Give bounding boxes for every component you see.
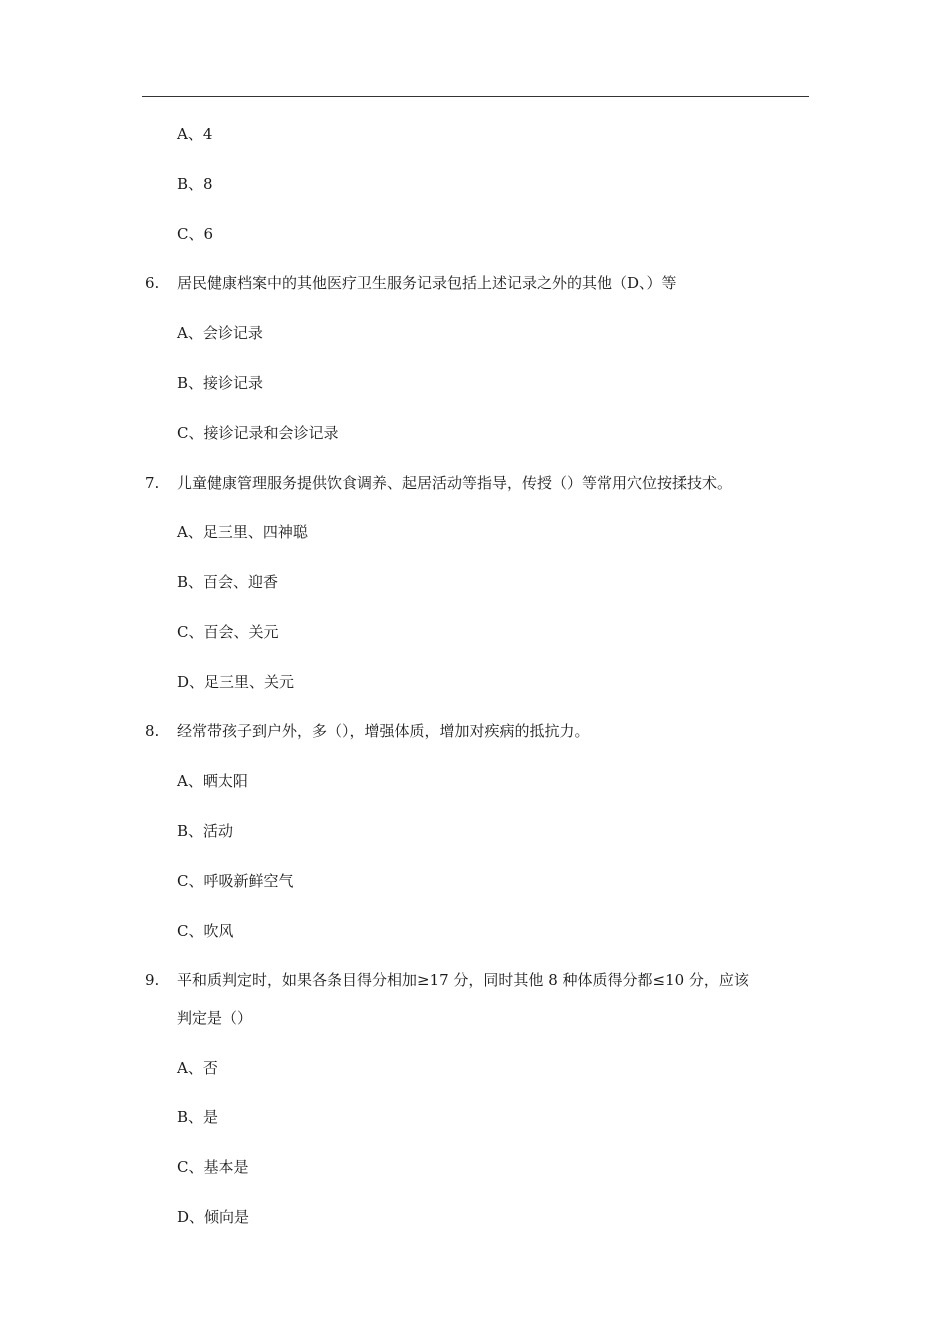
option-a: A、足三里、四神聪 — [177, 523, 308, 541]
header-rule — [142, 96, 809, 97]
option-a: A、否 — [177, 1059, 218, 1077]
option-a: A、晒太阳 — [177, 772, 248, 790]
question-number: 9. — [145, 971, 160, 989]
option-c-2: C、吹风 — [177, 922, 234, 940]
option-d: D、足三里、关元 — [177, 673, 295, 691]
question-text: 平和质判定时，如果各条目得分相加≥17 分，同时其他 8 种体质得分都≤10 分，应该 — [177, 971, 749, 989]
question-text: 居民健康档案中的其他医疗卫生服务记录包括上述记录之外的其他（D、）等 — [177, 274, 677, 292]
option-d: D、倾向是 — [177, 1208, 250, 1226]
option-c: C、6 — [177, 225, 214, 243]
option-b: B、是 — [177, 1108, 219, 1126]
option-b: B、百会、迎香 — [177, 573, 279, 591]
option-a: A、会诊记录 — [177, 324, 263, 342]
option-c: C、接诊记录和会诊记录 — [177, 424, 339, 442]
option-b: B、8 — [177, 175, 213, 193]
question-number: 7. — [145, 474, 160, 492]
option-b: B、活动 — [177, 822, 234, 840]
option-c: C、基本是 — [177, 1158, 249, 1176]
question-number: 8. — [145, 722, 160, 740]
option-c: C、呼吸新鲜空气 — [177, 872, 294, 890]
option-b: B、接诊记录 — [177, 374, 264, 392]
question-text-continued: 判定是（） — [177, 1009, 253, 1027]
option-a: A、4 — [177, 125, 213, 143]
question-number: 6. — [145, 274, 160, 292]
question-text: 经常带孩子到户外，多（），增强体质，增加对疾病的抵抗力。 — [177, 722, 590, 740]
question-text: 儿童健康管理服务提供饮食调养、起居活动等指导，传授（）等常用穴位按揉技术。 — [177, 474, 733, 492]
option-c: C、百会、关元 — [177, 623, 279, 641]
